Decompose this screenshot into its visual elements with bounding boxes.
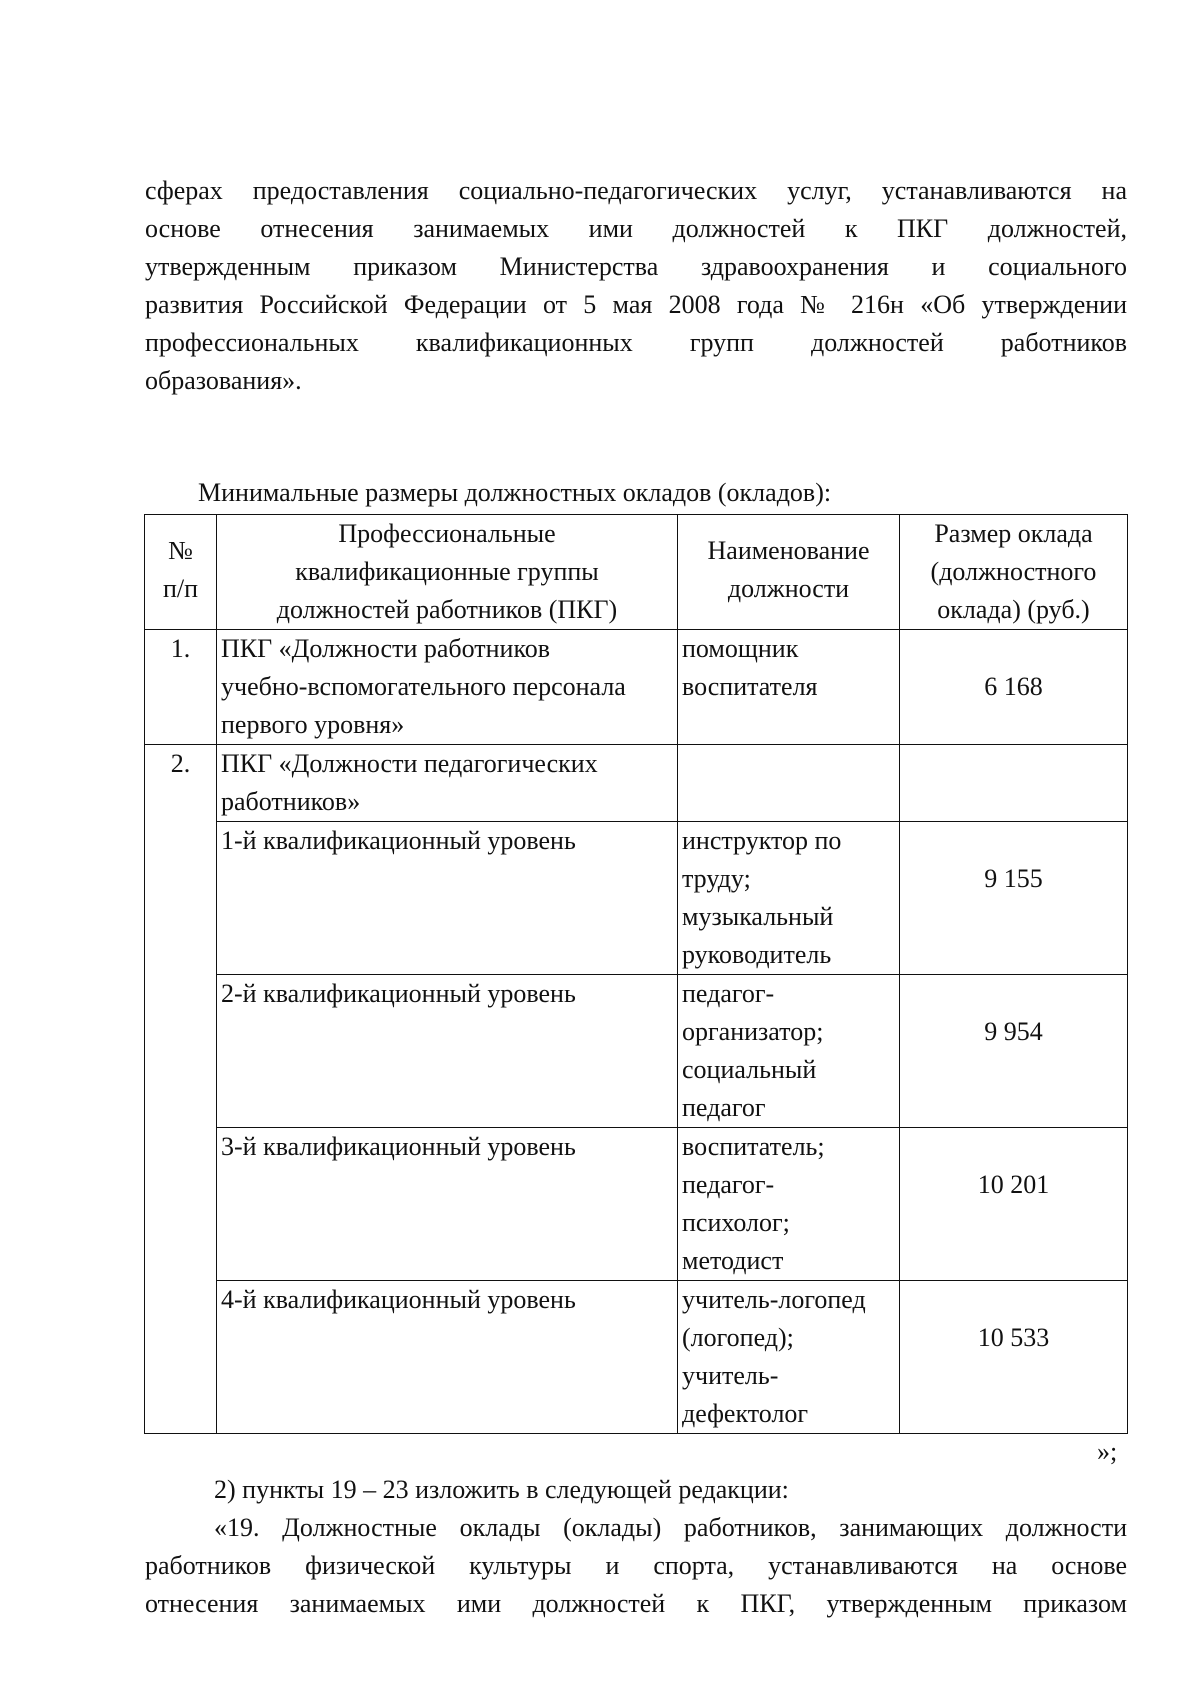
- header-group-text: квалификационные группы: [295, 557, 599, 586]
- header-position-cell: [678, 515, 900, 630]
- row-position-cell: [678, 630, 900, 745]
- table-row: [145, 822, 1128, 975]
- position-text: педагог-: [682, 1170, 775, 1199]
- position-text: педагог: [682, 1093, 766, 1122]
- intro-line: утвержденным приказом Министерства здравоохранения и социального: [145, 252, 1127, 281]
- closing-quote: »;: [1097, 1437, 1118, 1466]
- position-text: дефектолог: [682, 1399, 809, 1428]
- position-text: учитель-: [682, 1361, 779, 1390]
- row-num: 1.: [170, 634, 191, 663]
- row-group-cell: [217, 745, 678, 822]
- position-text: педагог-: [682, 979, 775, 1008]
- header-group-text: должностей работников (ПКГ): [276, 595, 618, 624]
- row-num-cell: [145, 975, 217, 1128]
- group-text: учебно-вспомогательного персонала: [221, 672, 626, 701]
- row-num-cell: [145, 630, 217, 745]
- table-row: [145, 975, 1128, 1128]
- row-group-cell: [217, 630, 678, 745]
- group-text: ПКГ «Должности педагогических: [221, 749, 598, 778]
- row-position-cell: [678, 1128, 900, 1281]
- header-group-text: Профессиональные: [338, 519, 556, 548]
- row-position-cell: [678, 1281, 900, 1434]
- row-salary-cell: [900, 1281, 1128, 1434]
- group-text: ПКГ «Должности работников: [221, 634, 551, 663]
- position-text: воспитатель;: [682, 1132, 825, 1161]
- group-text: работников»: [221, 787, 361, 816]
- row-salary-cell: [900, 1128, 1128, 1281]
- salary-value: 6 168: [984, 672, 1043, 701]
- position-text: руководитель: [682, 940, 832, 969]
- level-label: 1-й квалификационный уровень: [221, 826, 576, 855]
- position-text: психолог;: [682, 1208, 790, 1237]
- table-row: [145, 1281, 1128, 1434]
- position-text: труду;: [682, 864, 751, 893]
- header-num-text: №: [168, 536, 193, 565]
- position-text: воспитателя: [682, 672, 818, 701]
- table-header-row: [145, 515, 1128, 630]
- position-text: учитель-логопед: [682, 1285, 866, 1314]
- row-position-cell: [678, 822, 900, 975]
- header-group-cell: [217, 515, 678, 630]
- intro-line: профессиональных квалификационных групп должностей работников: [145, 328, 1127, 357]
- salary-value: 9 954: [984, 1017, 1043, 1046]
- table-caption: Минимальные размеры должностных окладов (окладов):: [198, 478, 832, 507]
- header-num-text: п/п: [162, 574, 199, 603]
- p19-line: отнесения занимаемых ими должностей к ПКГ, утвержденным приказом: [145, 1589, 1127, 1618]
- header-salary-text: оклада) (руб.): [937, 595, 1090, 624]
- intro-line: образования».: [145, 366, 302, 395]
- header-num-cell: [145, 515, 217, 630]
- header-position-text: Наименование: [707, 536, 870, 565]
- level-label-cell: [217, 975, 678, 1128]
- group-text: первого уровня»: [221, 710, 405, 739]
- row-position-cell: [678, 745, 900, 822]
- p19-line: работников физической культуры и спорта, устанавливаются на основе: [145, 1551, 1127, 1580]
- intro-line: основе отнесения занимаемых ими должностей к ПКГ должностей,: [145, 214, 1127, 243]
- position-text: методист: [682, 1246, 784, 1275]
- salary-value: 10 201: [977, 1170, 1050, 1199]
- row-num-cell: [145, 822, 217, 975]
- header-salary-text: Размер оклада: [934, 519, 1093, 548]
- position-text: инструктор по: [682, 826, 842, 855]
- row-num-cell: [145, 1281, 217, 1434]
- table-row: [145, 630, 1128, 745]
- position-text: социальный: [682, 1055, 817, 1084]
- level-label: 4-й квалификационный уровень: [221, 1285, 576, 1314]
- level-label: 3-й квалификационный уровень: [221, 1132, 576, 1161]
- row-salary-cell: [900, 975, 1128, 1128]
- header-salary-text: (должностного: [930, 557, 1097, 586]
- header-salary-cell: [900, 515, 1128, 630]
- table-row: [145, 745, 1128, 822]
- position-text: организатор;: [682, 1017, 824, 1046]
- row-num-cell: [145, 1128, 217, 1281]
- intro-line: сферах предоставления социально-педагогических услуг, устанавливаются на: [145, 176, 1127, 205]
- row-num: 2.: [170, 749, 191, 778]
- salary-value: 10 533: [977, 1323, 1050, 1352]
- salary-value: 9 155: [984, 864, 1043, 893]
- row-salary-cell: [900, 822, 1128, 975]
- level-label: 2-й квалификационный уровень: [221, 979, 576, 1008]
- table-row: [145, 1128, 1128, 1281]
- salary-table: [144, 514, 1128, 1434]
- row-salary-cell: [900, 745, 1128, 822]
- p19-line: «19. Должностные оклады (оклады) работников, занимающих должности: [214, 1513, 1127, 1542]
- intro-line: развития Российской Федерации от 5 мая 2008 года № 216н «Об утверждении: [145, 290, 1127, 319]
- header-position-text: должности: [727, 574, 850, 603]
- level-label-cell: [217, 822, 678, 975]
- row-salary-cell: [900, 630, 1128, 745]
- row-position-cell: [678, 975, 900, 1128]
- position-text: помощник: [682, 634, 799, 663]
- position-text: (логопед);: [682, 1323, 794, 1352]
- level-label-cell: [217, 1128, 678, 1281]
- position-text: музыкальный: [682, 902, 834, 931]
- row-num-cell: [145, 745, 217, 822]
- item-2-text: 2) пункты 19 – 23 изложить в следующей редакции:: [214, 1475, 789, 1504]
- level-label-cell: [217, 1281, 678, 1434]
